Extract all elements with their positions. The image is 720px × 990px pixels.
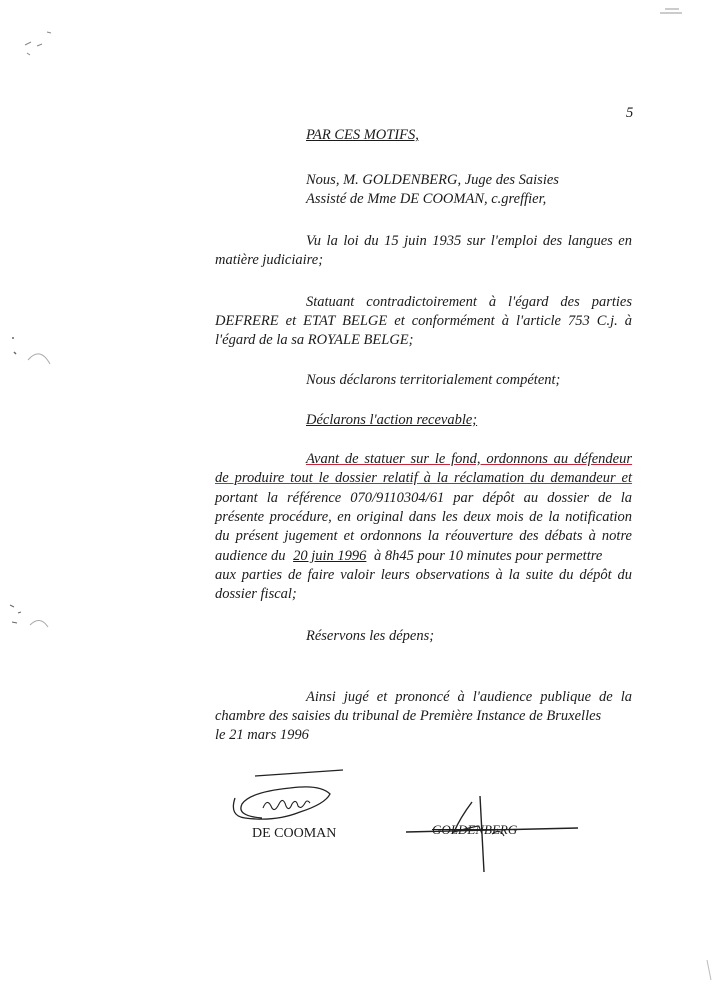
order-line-7: aux parties de faire valoir leurs observations à la suite du dépôt du — [215, 567, 632, 583]
section-heading: PAR CES MOTIFS, — [306, 127, 419, 143]
clerk-line: Assisté de Mme DE COOMAN, c.greffier, — [306, 191, 547, 207]
final-line-3-start: le — [215, 727, 226, 743]
final-line-2: chambre des saisies du tribunal de Première Instance de Bruxelles — [215, 708, 602, 724]
law-line-2: matière judiciaire; — [215, 252, 324, 268]
page-number: 5 — [626, 105, 634, 121]
judge-line: Nous, M. GOLDENBERG, Juge des Saisies — [306, 172, 559, 188]
order-line-2: de produire tout le dossier relatif à la réclamation du demandeur et — [215, 470, 632, 486]
order-line-3: portant la référence 070/9110304/61 par dépôt au dossier de la — [215, 490, 632, 506]
action-line: Déclarons l'action recevable; — [306, 412, 478, 428]
hearing-date: 20 juin 1996 — [293, 548, 367, 564]
order-line-6-start: audience du — [215, 548, 286, 564]
competence-line: Nous déclarons territorialement compétent; — [306, 372, 561, 388]
costs-line: Réservons les dépens; — [306, 628, 435, 644]
final-line-1: Ainsi jugé et prononcé à l'audience publique de la — [306, 689, 632, 705]
judge-signature — [402, 792, 602, 882]
statuant-line-2: DEFRERE et ETAT BELGE et conformément à l'article 753 C.j. à — [215, 313, 632, 329]
order-line-1: Avant de statuer sur le fond, ordonnons au défendeur — [306, 451, 632, 467]
law-line-1: Vu la loi du 15 juin 1935 sur l'emploi des langues en — [306, 233, 632, 249]
statuant-line-3: l'égard de la sa ROYALE BELGE; — [215, 332, 414, 348]
order-line-6 — [215, 547, 602, 567]
order-line-6-end: à 8h45 pour 10 minutes pour permettre — [374, 548, 603, 564]
order-line-4: présente procédure, en original dans les deux mois de la notification — [215, 509, 632, 525]
statuant-line-1: Statuant contradictoirement à l'égard des parties — [306, 294, 632, 310]
final-line-3 — [215, 726, 309, 746]
judgment-day: 21 — [229, 727, 244, 743]
order-line-8: dossier fiscal; — [215, 586, 297, 602]
judge-name: GOLDENBERG — [432, 822, 518, 837]
order-line-5: du présent jugement et ordonnons la réouverture des débats à notre — [215, 528, 632, 544]
final-line-3-end: mars 1996 — [247, 727, 309, 743]
clerk-name: DE COOMAN — [252, 826, 337, 841]
